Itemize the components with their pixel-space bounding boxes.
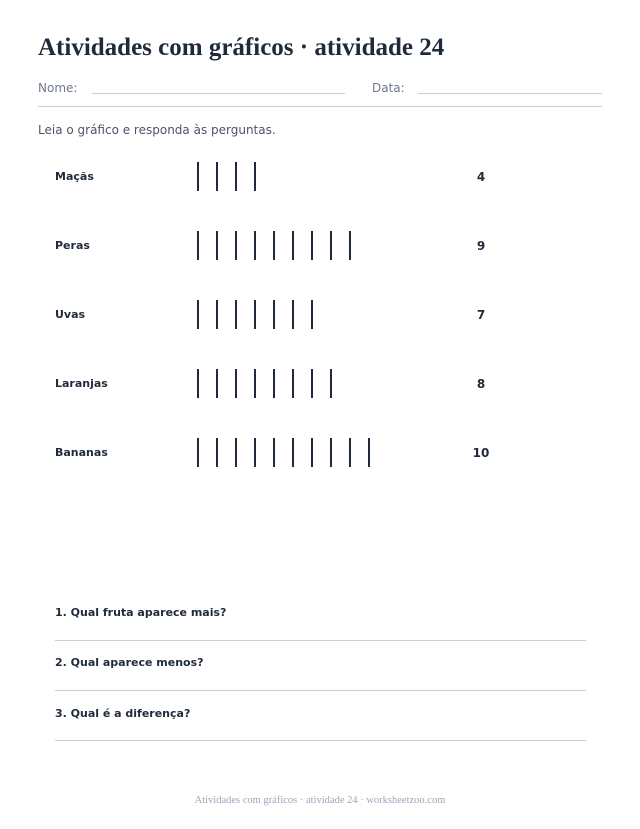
tally-mark — [197, 162, 199, 191]
tally-mark — [368, 438, 370, 467]
tally-mark — [254, 231, 256, 260]
footer: Atividades com gráficos · atividade 24 · worksheetzoo.com — [194, 795, 446, 806]
row-label: Peras — [55, 239, 90, 252]
tally-mark — [216, 369, 218, 398]
tally-mark — [254, 369, 256, 398]
date-label: Data: — [372, 81, 405, 95]
tally-mark — [254, 300, 256, 329]
tally-row — [0, 160, 640, 194]
answer-line-3[interactable] — [55, 740, 586, 741]
row-count: 10 — [472, 446, 490, 460]
tally-mark — [197, 300, 199, 329]
date-field[interactable] — [418, 93, 602, 94]
tally-mark — [254, 438, 256, 467]
tally-mark — [292, 231, 294, 260]
tally-mark — [197, 231, 199, 260]
row-count: 8 — [476, 377, 486, 391]
tally-mark — [292, 438, 294, 467]
tally-row — [0, 229, 640, 263]
tally-mark — [330, 438, 332, 467]
tally-mark — [292, 300, 294, 329]
tally-mark — [216, 438, 218, 467]
row-label: Uvas — [55, 308, 86, 321]
question-2: 2. Qual aparece menos? — [55, 656, 204, 669]
tally-mark — [330, 231, 332, 260]
tally-mark — [311, 438, 313, 467]
instructions: Leia o gráfico e responda às perguntas. — [38, 123, 276, 137]
name-field[interactable] — [92, 93, 345, 94]
tally-mark — [235, 231, 237, 260]
tally-mark — [330, 369, 332, 398]
tally-mark — [349, 438, 351, 467]
tally-mark — [235, 438, 237, 467]
row-label: Maçãs — [55, 170, 94, 183]
tally-row — [0, 298, 640, 332]
question-1: 1. Qual fruta aparece mais? — [55, 606, 227, 619]
tally-mark — [273, 438, 275, 467]
header-divider — [38, 106, 602, 107]
tally-mark — [216, 300, 218, 329]
tally-mark — [216, 162, 218, 191]
tally-mark — [197, 369, 199, 398]
tally-row — [0, 436, 640, 470]
page-title: Atividades com gráficos · atividade 24 — [38, 34, 445, 61]
tally-row — [0, 367, 640, 401]
row-count: 7 — [476, 308, 486, 322]
tally-mark — [349, 231, 351, 260]
tally-mark — [216, 231, 218, 260]
tally-mark — [311, 369, 313, 398]
tally-mark — [311, 300, 313, 329]
tally-mark — [235, 300, 237, 329]
tally-mark — [273, 231, 275, 260]
tally-mark — [273, 300, 275, 329]
tally-mark — [235, 369, 237, 398]
answer-line-1[interactable] — [55, 640, 586, 641]
tally-mark — [273, 369, 275, 398]
tally-mark — [254, 162, 256, 191]
row-label: Laranjas — [55, 377, 108, 390]
tally-mark — [235, 162, 237, 191]
tally-mark — [197, 438, 199, 467]
name-label: Nome: — [38, 81, 78, 95]
question-3: 3. Qual é a diferença? — [55, 707, 191, 720]
tally-mark — [311, 231, 313, 260]
tally-mark — [292, 369, 294, 398]
row-count: 4 — [476, 170, 486, 184]
row-count: 9 — [476, 239, 486, 253]
answer-line-2[interactable] — [55, 690, 586, 691]
row-label: Bananas — [55, 446, 108, 459]
